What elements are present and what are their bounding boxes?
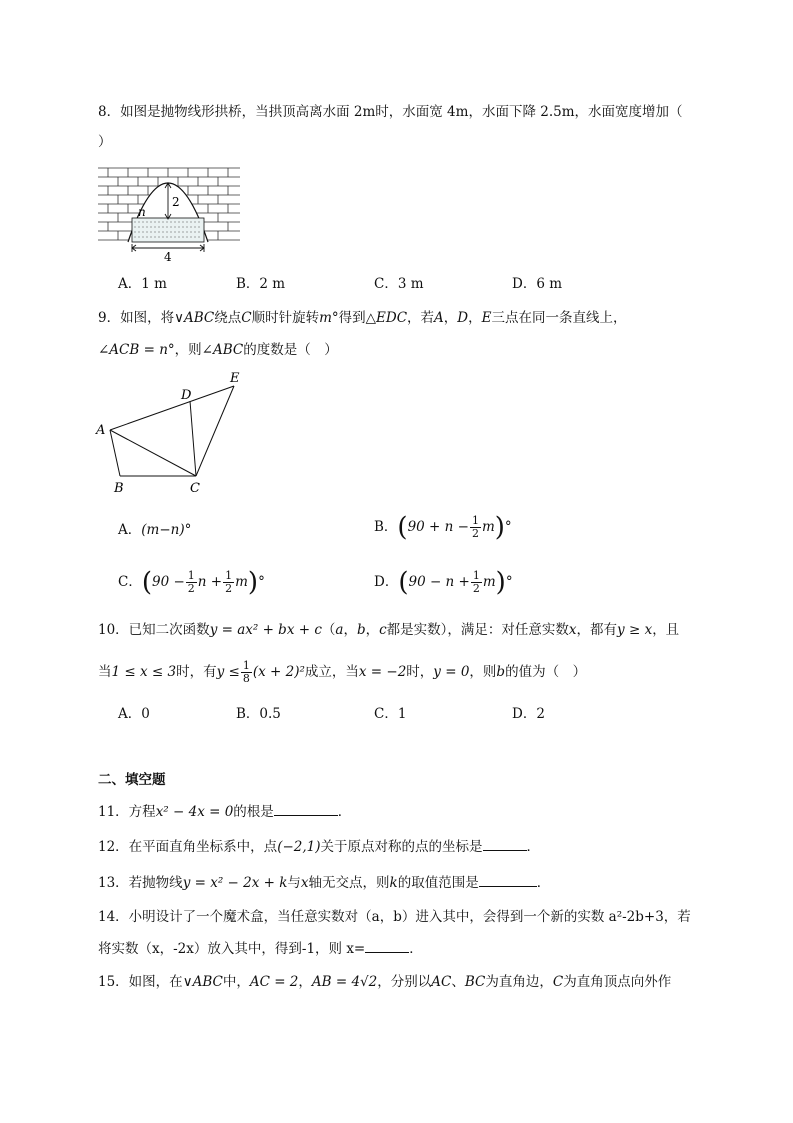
- q8-option-c: C．3 m: [374, 276, 424, 292]
- q8-option-b: B．2 m: [236, 276, 286, 292]
- q9-t14: E: [481, 310, 492, 326]
- q9-opt-a-label: A．: [118, 522, 142, 538]
- q11-answer-blank[interactable]: [274, 801, 338, 816]
- q9-opt-c-frac2: [223, 570, 234, 595]
- q10-t5: ，: [343, 622, 357, 638]
- q10-t4: a: [335, 622, 344, 638]
- q10-t7: ，: [365, 622, 380, 638]
- q9-label-a: A: [96, 423, 106, 438]
- q9-t4: C: [241, 310, 252, 326]
- q9-opt-d-label: D．: [374, 574, 399, 590]
- q9-line2: [98, 340, 338, 360]
- q13-t6: k: [389, 875, 398, 891]
- q10-frac: [241, 660, 252, 685]
- q9-triangle-figure: [92, 368, 252, 496]
- q10-t10: x: [568, 622, 577, 638]
- q10-t15: 1 ≤ x ≤ 3: [111, 664, 177, 680]
- q9-label-e: E: [230, 371, 240, 386]
- q9-option-c: C．(90 − $\frac{1}{2}$ n + $\frac{1}{2}$ m)°: [118, 567, 265, 598]
- q15-t6: AB = 4√2: [311, 974, 378, 990]
- frac-num: 1: [242, 659, 250, 672]
- q10-t13: ，且: [652, 622, 680, 638]
- triangle-icon: ∨: [174, 310, 184, 326]
- q8-option-a: A．1 m: [118, 276, 167, 292]
- q9-label-c: C: [190, 481, 200, 496]
- frac-num: 1: [225, 569, 233, 582]
- q8-text: [98, 102, 683, 122]
- q9-opt-d-frac: [471, 570, 482, 595]
- q10-line2: [98, 660, 586, 685]
- q13-t5: 轴无交点，则: [308, 875, 390, 891]
- q9-opt-b-expr2: m: [481, 519, 495, 535]
- q12-t4: ．: [526, 839, 541, 855]
- q9-t3: 绕点: [214, 310, 242, 326]
- q11-line: [98, 801, 351, 822]
- triangle-icon: ∨: [182, 974, 193, 990]
- q13-t7: 的取值范围是: [397, 875, 479, 891]
- q9-angle-abc: ∠ABC: [201, 342, 244, 358]
- q9-opt-d-expr2: m: [482, 574, 496, 590]
- q9-t7: 得到: [338, 310, 366, 326]
- q10-t19: 成立，当: [304, 664, 359, 680]
- q10-t22: y = 0: [433, 664, 470, 680]
- q11-t3: 的根是: [233, 804, 274, 820]
- q9-t8: △EDC: [365, 310, 408, 326]
- q10-t14: 当: [98, 664, 112, 680]
- q12-t3: 关于原点对称的点的坐标是: [320, 839, 483, 855]
- q9-opt-c-frac1: [186, 570, 197, 595]
- q10-t9: 都是实数），满足：对任意实数: [386, 622, 569, 638]
- q12-t2: (−2,1): [277, 839, 321, 855]
- q8-close-paren: [98, 132, 112, 152]
- q9-option-b: B．(90 + n − $\frac{1}{2}$ m)°: [374, 512, 512, 543]
- q9-t11: ，: [443, 310, 458, 326]
- frac-den: 2: [187, 582, 195, 595]
- q10-t3: （: [321, 622, 336, 638]
- q13-t2: y = x² − 2x + k: [182, 875, 288, 891]
- q15-line: [98, 972, 671, 992]
- q15-t11: 为直角边，: [485, 974, 553, 990]
- q10-t1: 10．已知二次函数: [98, 622, 210, 638]
- q10-t16: 时，有: [176, 664, 217, 680]
- q8-stem: 8．如图是抛物线形拱桥，当拱顶高离水面 2m时，水面宽 4m，水面下降 2.5m，水面宽度增加（: [98, 104, 683, 120]
- q8-n-label: n: [138, 205, 146, 219]
- q14-t2: 将实数（x，-2x）放入其中，得到-1，则 x=: [98, 941, 366, 957]
- q10-t23: ，则: [469, 664, 497, 680]
- q10-t18: (x + 2)²: [252, 664, 305, 680]
- q9-t5: 顺时针旋转: [251, 310, 320, 326]
- q9-t16: ，则: [174, 342, 202, 358]
- frac-den: 2: [225, 582, 233, 595]
- q15-t2: ABC: [192, 974, 223, 990]
- q9-angle-acb: ∠ACB = n°: [98, 342, 175, 358]
- frac-num: 1: [472, 569, 480, 582]
- q9-option-d: D．(90 − n + $\frac{1}{2}$ m)°: [374, 567, 513, 598]
- q13-t8: ．: [536, 875, 551, 891]
- q10-option-b: B．0.5: [236, 706, 281, 722]
- q10-option-a: A．0: [118, 706, 150, 722]
- q15-t3: 中，: [222, 974, 250, 990]
- q9-t12: D: [457, 310, 469, 326]
- q10-t11: ，都有: [576, 622, 618, 638]
- q9-line1: [98, 308, 626, 328]
- q10-t8: c: [379, 622, 387, 638]
- q12-line: [98, 836, 540, 857]
- q12-t1: 12．在平面直角坐标系中，点: [98, 839, 278, 855]
- q14-line1: [98, 907, 691, 927]
- q9-opt-d-expr1: 90 − n +: [408, 574, 470, 590]
- q13-t3: 与: [287, 875, 301, 891]
- q9-opt-b-label: B．: [374, 519, 398, 535]
- q11-t1: 11．方程: [98, 804, 156, 820]
- q10-t25: 的值为（ ）: [505, 664, 587, 680]
- q15-t5: ，: [298, 974, 312, 990]
- q15-t12: C: [552, 974, 564, 990]
- q8-arch-bridge-figure: [98, 166, 240, 262]
- q13-t4: x: [300, 875, 309, 891]
- q9-opt-c-label: C．: [118, 574, 142, 590]
- q10-t21: 时，: [406, 664, 434, 680]
- q10-t6: b: [356, 622, 366, 638]
- q9-label-b: B: [114, 481, 124, 496]
- q15-t13: 为直角顶点向外作: [563, 974, 672, 990]
- q14-t1: 14．小明设计了一个魔术盒，当任意实数对（a，b）进入其中，会得到一个新的实数 a²-2b+3，若: [98, 909, 691, 925]
- q8-option-d: D．6 m: [512, 276, 563, 292]
- frac-num: 1: [471, 514, 479, 527]
- q10-t24: b: [496, 664, 506, 680]
- q13-answer-blank[interactable]: [479, 872, 537, 887]
- q15-t9: 、: [451, 974, 465, 990]
- q14-line2: [98, 938, 423, 959]
- q15-t1: 15．如图，在: [98, 974, 183, 990]
- q10-t17: y ≤: [216, 664, 240, 680]
- q9-opt-c-expr1: 90 −: [152, 574, 185, 590]
- q15-t4: AC = 2: [249, 974, 299, 990]
- q9-opt-b-expr1: 90 + n −: [407, 519, 469, 535]
- q9-opt-c-expr2: n +: [197, 574, 223, 590]
- q14-answer-blank[interactable]: [365, 938, 409, 953]
- q10-option-d: D．2: [512, 706, 545, 722]
- q9-t9: ，若: [407, 310, 435, 326]
- q9-t2: ABC: [183, 310, 215, 326]
- q11-t2: x² − 4x = 0: [155, 804, 234, 820]
- q8-height-label: 2: [172, 195, 180, 209]
- q9-t6: m°: [319, 310, 339, 326]
- q9-t10: A: [434, 310, 444, 326]
- frac-den: 2: [472, 582, 480, 595]
- q13-t1: 13．若抛物线: [98, 875, 183, 891]
- q9-option-a: [118, 520, 191, 540]
- frac-den: 2: [471, 527, 479, 540]
- section-title-fill-in: 二、填空题: [98, 772, 166, 788]
- q15-t10: BC: [464, 974, 486, 990]
- q8-close: ）: [98, 134, 112, 150]
- q9-t1: 9．如图，将: [98, 310, 175, 326]
- q11-t4: ．: [337, 804, 352, 820]
- q12-answer-blank[interactable]: [483, 836, 527, 851]
- q13-line: [98, 872, 550, 893]
- frac-num: 1: [187, 569, 195, 582]
- q10-t12: y ≥ x: [617, 622, 653, 638]
- q14-t3: ．: [409, 941, 423, 957]
- q9-opt-c-expr3: m: [235, 574, 248, 590]
- q9-opt-a-expr: (m−n)°: [141, 522, 192, 538]
- q9-label-d: D: [181, 388, 192, 403]
- q10-line1: [98, 620, 679, 640]
- q15-t8: AC: [431, 974, 452, 990]
- q15-t7: ，分别以: [377, 974, 432, 990]
- q9-opt-b-frac: [470, 515, 481, 540]
- q10-option-c: C．1: [374, 706, 407, 722]
- frac-den: 8: [242, 672, 250, 685]
- q10-t20: x = −2: [358, 664, 407, 680]
- q9-t13: ，: [468, 310, 482, 326]
- q10-t2: y = ax² + bx + c: [209, 622, 322, 638]
- q9-t17: 的度数是（ ）: [243, 342, 338, 358]
- q9-t15: 三点在同一条直线上，: [491, 310, 627, 326]
- q8-width-label: 4: [164, 250, 172, 262]
